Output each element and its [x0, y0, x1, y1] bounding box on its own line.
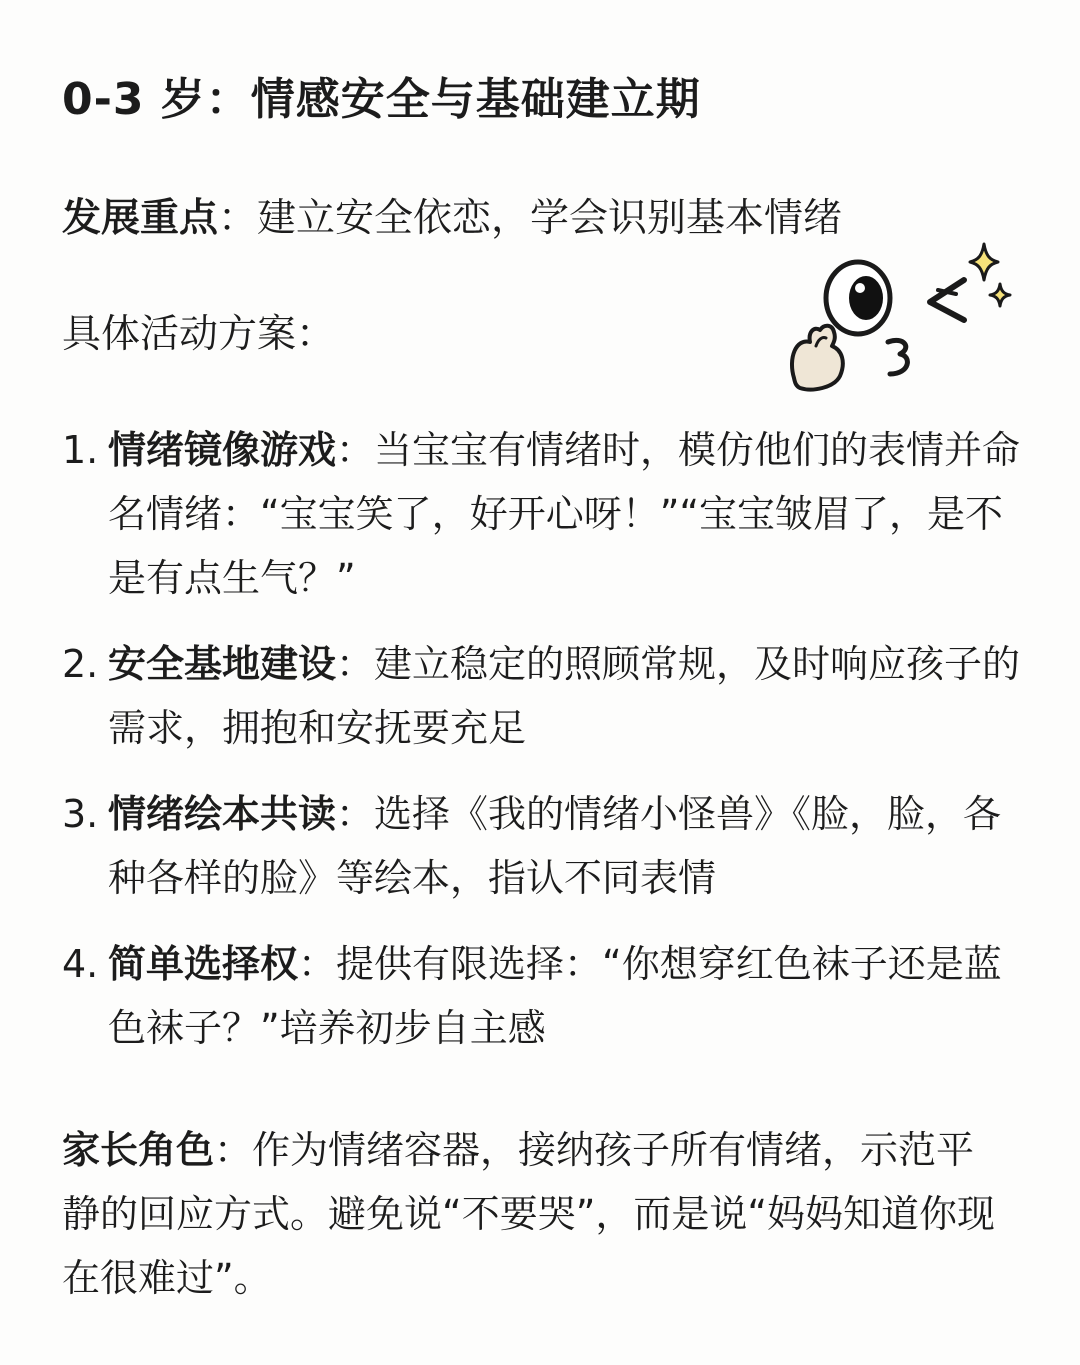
- wink-icon: [930, 280, 964, 320]
- parent-role: [62, 1118, 1012, 1310]
- list-item-label: 情绪绘本共读: [108, 792, 337, 836]
- list-item-text: 当宝宝有情绪时，模仿他们的表情并命名情绪：“宝宝笑了，好开心呀！”“宝宝皱眉了，是不是有点生气？”: [108, 428, 1021, 600]
- development-focus-text: 建立安全依恋，学会识别基本情绪: [257, 196, 843, 241]
- parent-role-text: 作为情绪容器，接纳孩子所有情绪，示范平静的回应方式。避免说“不要哭”，而是说“妈妈知道你现在很难过”。: [62, 1128, 996, 1300]
- list-item-number: 4.: [62, 942, 99, 986]
- list-item-text: 提供有限选择：“你想穿红色袜子还是蓝色袜子？”培养初步自主感: [108, 942, 1002, 1050]
- eye-icon: [826, 262, 890, 334]
- list-item: [62, 782, 1022, 910]
- list-item-separator: ：: [336, 642, 375, 686]
- list-item-separator: ：: [298, 942, 337, 986]
- hand-icon: [792, 326, 843, 390]
- sparkle-icon: [970, 244, 1010, 306]
- list-item: [62, 932, 1022, 1060]
- list-item-text: 选择《我的情绪小怪兽》《脸，脸，各种各样的脸》等绘本，指认不同表情: [108, 792, 1002, 900]
- list-item-number: 1.: [62, 428, 99, 472]
- list-item: [62, 418, 1022, 610]
- list-item-separator: ：: [336, 428, 375, 472]
- development-focus: [62, 187, 842, 251]
- development-focus-label: 发展重点: [62, 196, 219, 241]
- activity-plan-heading: 具体活动方案：: [62, 312, 336, 357]
- list-item: [62, 632, 1022, 760]
- list-item-text: 建立稳定的照顾常规，及时响应孩子的需求，拥抱和安抚要充足: [108, 642, 1021, 750]
- list-item-number: 2.: [62, 642, 99, 686]
- parent-role-separator: ：: [214, 1128, 253, 1172]
- list-item-separator: ：: [336, 792, 375, 836]
- winking-face-sticker-icon: [780, 238, 1020, 408]
- mouth-icon: [888, 340, 907, 374]
- list-item-label: 安全基地建设: [108, 642, 337, 686]
- parent-role-label: 家长角色: [62, 1128, 215, 1172]
- list-item-label: 简单选择权: [108, 942, 299, 986]
- list-item-label: 情绪镜像游戏: [108, 428, 337, 472]
- activity-list: [62, 418, 1022, 1082]
- development-focus-separator: ：: [218, 196, 258, 241]
- list-item-number: 3.: [62, 792, 99, 836]
- page-title: 0-3 岁：情感安全与基础建立期: [62, 74, 701, 125]
